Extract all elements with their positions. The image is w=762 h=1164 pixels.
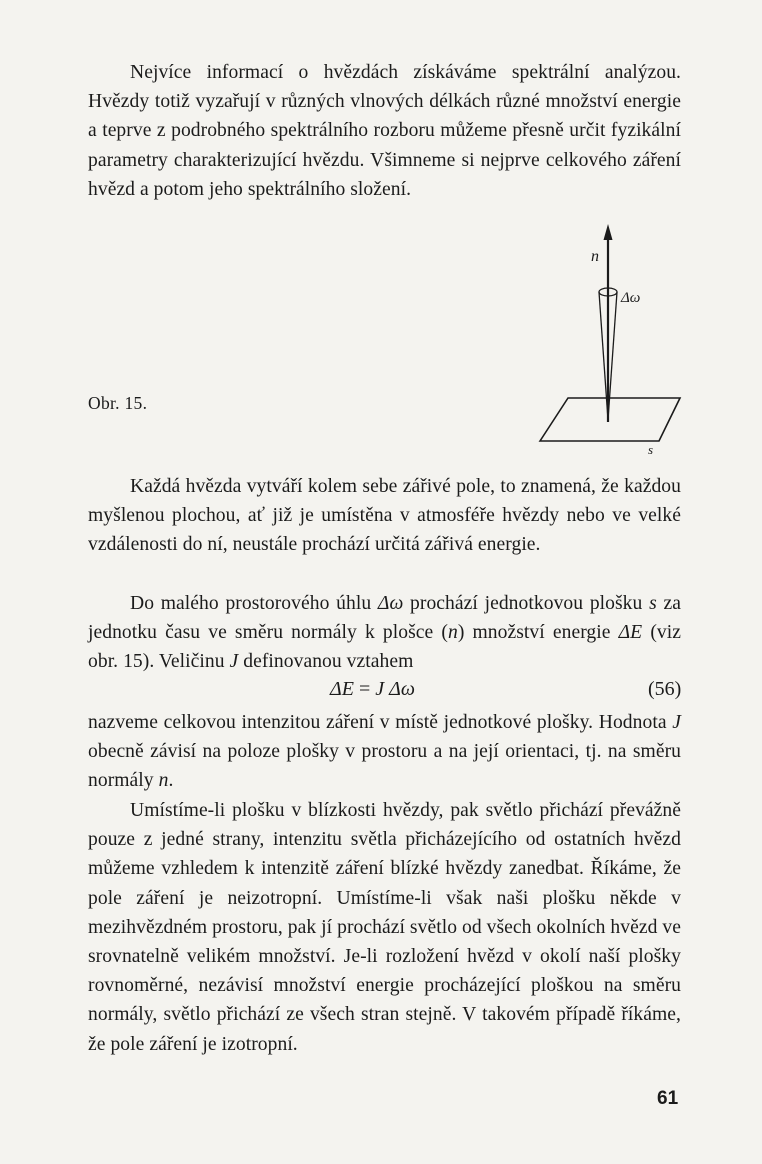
paragraph-solid-angle: Do malého prostorového úhlu Δω prochází jednotkovou plošku s za jednotku času ve směru normály k plošce (n) množství energie ΔE (viz obr. 15). Veličinu J definovanou vztahem (88, 593, 681, 673)
paragraph-intensity: nazveme celkovou intenzitou záření v místě jednotkové plošky. Hodnota J obecně závisí na poloze plošky v prostoru a na její orientaci, tj. na směru normály n. (88, 712, 681, 792)
figure-caption: Obr. 15. (88, 393, 148, 413)
symbol-delta-e: ΔE (618, 622, 643, 644)
symbol-n: n (158, 770, 169, 792)
cone-edge-right (608, 292, 617, 420)
solid-angle-diagram (535, 222, 685, 462)
surface-element (540, 398, 680, 441)
page-number: 61 (657, 1088, 679, 1109)
symbol-j: J (672, 712, 681, 733)
symbol-s: s (649, 593, 657, 614)
label-delta-omega: Δω (621, 290, 641, 306)
normal-arrow-head (604, 224, 613, 240)
label-n: n (591, 248, 599, 265)
equation-body: ΔE = J Δω (330, 678, 415, 700)
symbol-j: J (229, 651, 239, 673)
figure-15 (535, 222, 685, 462)
label-s: s (648, 442, 654, 457)
paragraph-intro: Nejvíce informací o hvězdách získáváme spektrální analýzou. Hvězdy totiž vyzařují v různých vlnových délkách různé množství energie a teprve z podrobného spektrálního rozboru můžeme přesně určit fyzikální parametry charakterizující hvězdu. Všimneme si nejprve celkového záření hvězd a potom jeho spektrálního složení. (88, 62, 681, 200)
symbol-n: n (447, 622, 458, 644)
paragraph-radiation-field: Každá hvězda vytváří kolem sebe zářivé pole, to znamená, že každou myšlenou plochou, ať již je umístěna v atmosféře hvězdy nebo ve velké vzdálenosti do ní, neustále prochází určitá zářivá energie. (88, 476, 681, 556)
cone-edge-left (599, 292, 608, 420)
equation-56 (0, 673, 762, 705)
paragraph-isotropy: Umístíme-li plošku v blízkosti hvězdy, pak světlo přichází převážně pouze z jedné strany, intenzitu světla přicházejícího od ostatních hvězd můžeme vzhledem k intenzitě záření blízké hvězdy zanedbat. Říkáme, že pole záření je neizotropní. Umístíme-li však naši plošku někde v mezihvězdném prostoru, pak jí prochází světlo od všech okolních hvězd ve srovnatelně velikém množství. Je-li rozložení hvězd v okolí naší plošky rovnoměrné, nezávisí množství energie procházející ploškou na směru normály, světlo přichází ze všech stran stejně. V takovém případě říkáme, že pole záření je izotropní. (88, 800, 681, 1055)
symbol-delta-omega: Δω (377, 593, 404, 614)
equation-number: (56) (648, 678, 682, 700)
